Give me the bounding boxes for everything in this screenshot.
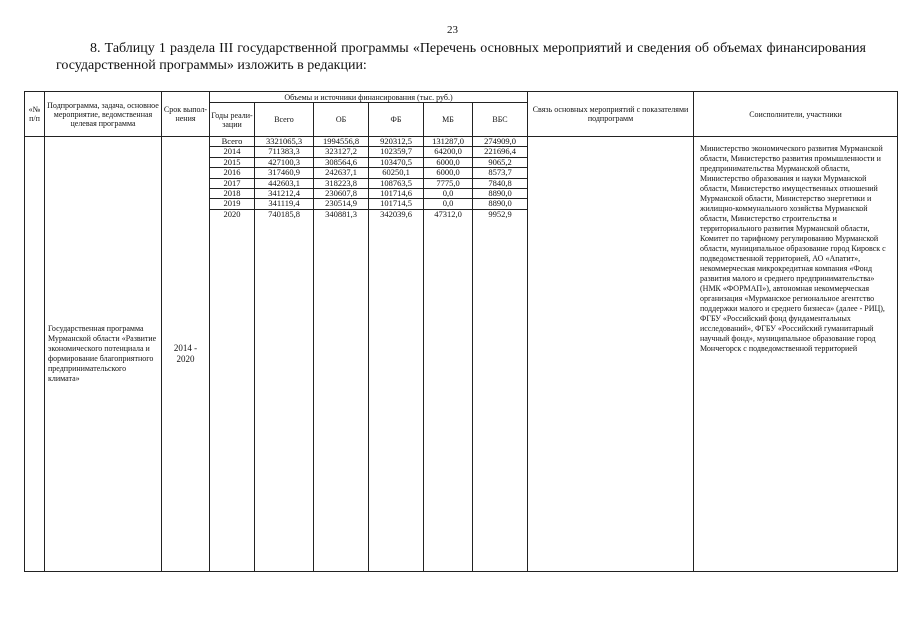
header-mb: МБ (424, 103, 473, 137)
col-ob (314, 137, 369, 572)
total-cell: 740185,8 (268, 208, 300, 219)
col-vbs (473, 137, 528, 572)
vbs-cell: 274909,0 (473, 137, 527, 147)
mb-cell: 6000,0 (424, 157, 472, 167)
header-fb: ФБ (369, 103, 424, 137)
vbs-cell: 8890,0 (473, 189, 527, 199)
mb-cell: 6000,0 (424, 168, 472, 178)
vbs-cell: 7840,8 (473, 178, 527, 188)
fb-cell: 101714,6 (369, 189, 423, 199)
mb-cell: 0,0 (424, 199, 472, 209)
page-number: 23 (447, 24, 458, 36)
fb-cell: 101714,5 (369, 199, 423, 209)
fb-cell: 920312,5 (369, 137, 423, 147)
total-cell: 341119,4 (255, 199, 313, 209)
ob-cell: 242637,1 (314, 168, 368, 178)
header-total: Всего (255, 103, 314, 137)
year-cell: 2015 (210, 157, 254, 167)
row-number (25, 137, 45, 572)
year-cell: Всего (210, 137, 254, 147)
year-cell: 2020 (223, 208, 241, 219)
header-years: Годы реали-зации (210, 103, 255, 137)
ob-cell: 323127,2 (314, 147, 368, 157)
ob-cell: 230607,8 (314, 189, 368, 199)
fb-cell: 103470,5 (369, 157, 423, 167)
year-cell: 2019 (210, 199, 254, 209)
total-cell: 3321065,3 (255, 137, 313, 147)
year-cell: 2017 (210, 178, 254, 188)
total-cell: 442603,1 (255, 178, 313, 188)
fb-cell: 102359,7 (369, 147, 423, 157)
mb-cell: 7775,0 (424, 178, 472, 188)
ob-cell: 1994556,8 (314, 137, 368, 147)
vbs-cell: 8890,0 (473, 199, 527, 209)
vbs-cell: 221696,4 (473, 147, 527, 157)
program-term: 2014 - 2020 (162, 137, 210, 572)
vbs-cell: 9952,9 (488, 208, 512, 219)
ob-cell: 308564,6 (314, 157, 368, 167)
year-cell: 2014 (210, 147, 254, 157)
header-number: «№ п/п (25, 92, 45, 137)
total-cell: 317460,9 (255, 168, 313, 178)
fb-cell: 108763,5 (369, 178, 423, 188)
col-years (210, 137, 255, 572)
header-vbs: ВБС (473, 103, 528, 137)
year-cell: 2016 (210, 168, 254, 178)
header-link: Связь основных мероприятий с показателями подпрограмм (528, 92, 694, 137)
section-heading: 8. Таблицу 1 раздела III государственной программы «Перечень основных мероприятий и сведения об объемах финансирования государственной программы» изложить в редакции: (56, 41, 866, 73)
header-executors: Соисполнители, участники (694, 92, 898, 137)
executors-list: Министерство экономического развития Мурманской области, Министерство развития промышленности и предпринимательства Мурманской области, Министерство образования и науки Мурманской области, Министерство имущественных отношений Мурманской области, Министерство энергетики и жилищно-коммунального хозяйства Мурманской области, Министерство строительства и территориального развития Мурманской области, Комитет по тарифному регулированию Мурманской области, муниципальное образование город Кировск с подведомственной территорией, АО «Апатит», некоммерческая микрокредитная компания «Фонд развития малого и среднего предпринимательства» (НМК «ФОРМАП»), автономная некоммерческая организация «Мурманское региональное агентство поддержки малого и среднего бизнеса» (далее - РИЦ), ФГБУ «Российский фонд фундаментальных исследований», ФГБУ «Российский гуманитарный научный фонд», муниципальное образование город Мончегорск с подведомственной территорией (694, 137, 898, 572)
ob-cell: 318223,8 (314, 178, 368, 188)
header-funding: Объемы и источники финансирования (тыс. руб.) (210, 92, 528, 103)
indicator-link (528, 137, 694, 572)
col-mb (424, 137, 473, 572)
table-row (25, 137, 898, 572)
mb-cell: 47312,0 (434, 208, 462, 219)
col-fb (369, 137, 424, 572)
fb-cell: 60250,1 (369, 168, 423, 178)
vbs-cell: 9065,2 (473, 157, 527, 167)
funding-table (24, 91, 898, 572)
ob-cell: 340881,3 (325, 208, 357, 219)
col-total (255, 137, 314, 572)
mb-cell: 64200,0 (424, 147, 472, 157)
mb-cell: 131287,0 (424, 137, 472, 147)
total-cell: 711383,3 (255, 147, 313, 157)
ob-cell: 230514,9 (314, 199, 368, 209)
header-program: Подпрограмма, задача, основное мероприятие, ведомственная целевая программа (45, 92, 162, 137)
vbs-cell: 8573,7 (473, 168, 527, 178)
year-cell: 2018 (210, 189, 254, 199)
program-name: Государственная программа Мурманской области «Развитие экономического потенциала и формирование благоприятного предпринимательского климата» (45, 137, 162, 572)
total-cell: 341212,4 (255, 189, 313, 199)
header-ob: ОБ (314, 103, 369, 137)
header-term: Срок выпол-нения (162, 92, 210, 137)
fb-cell: 342039,6 (380, 208, 412, 219)
mb-cell: 0,0 (424, 189, 472, 199)
total-cell: 427100,3 (255, 157, 313, 167)
